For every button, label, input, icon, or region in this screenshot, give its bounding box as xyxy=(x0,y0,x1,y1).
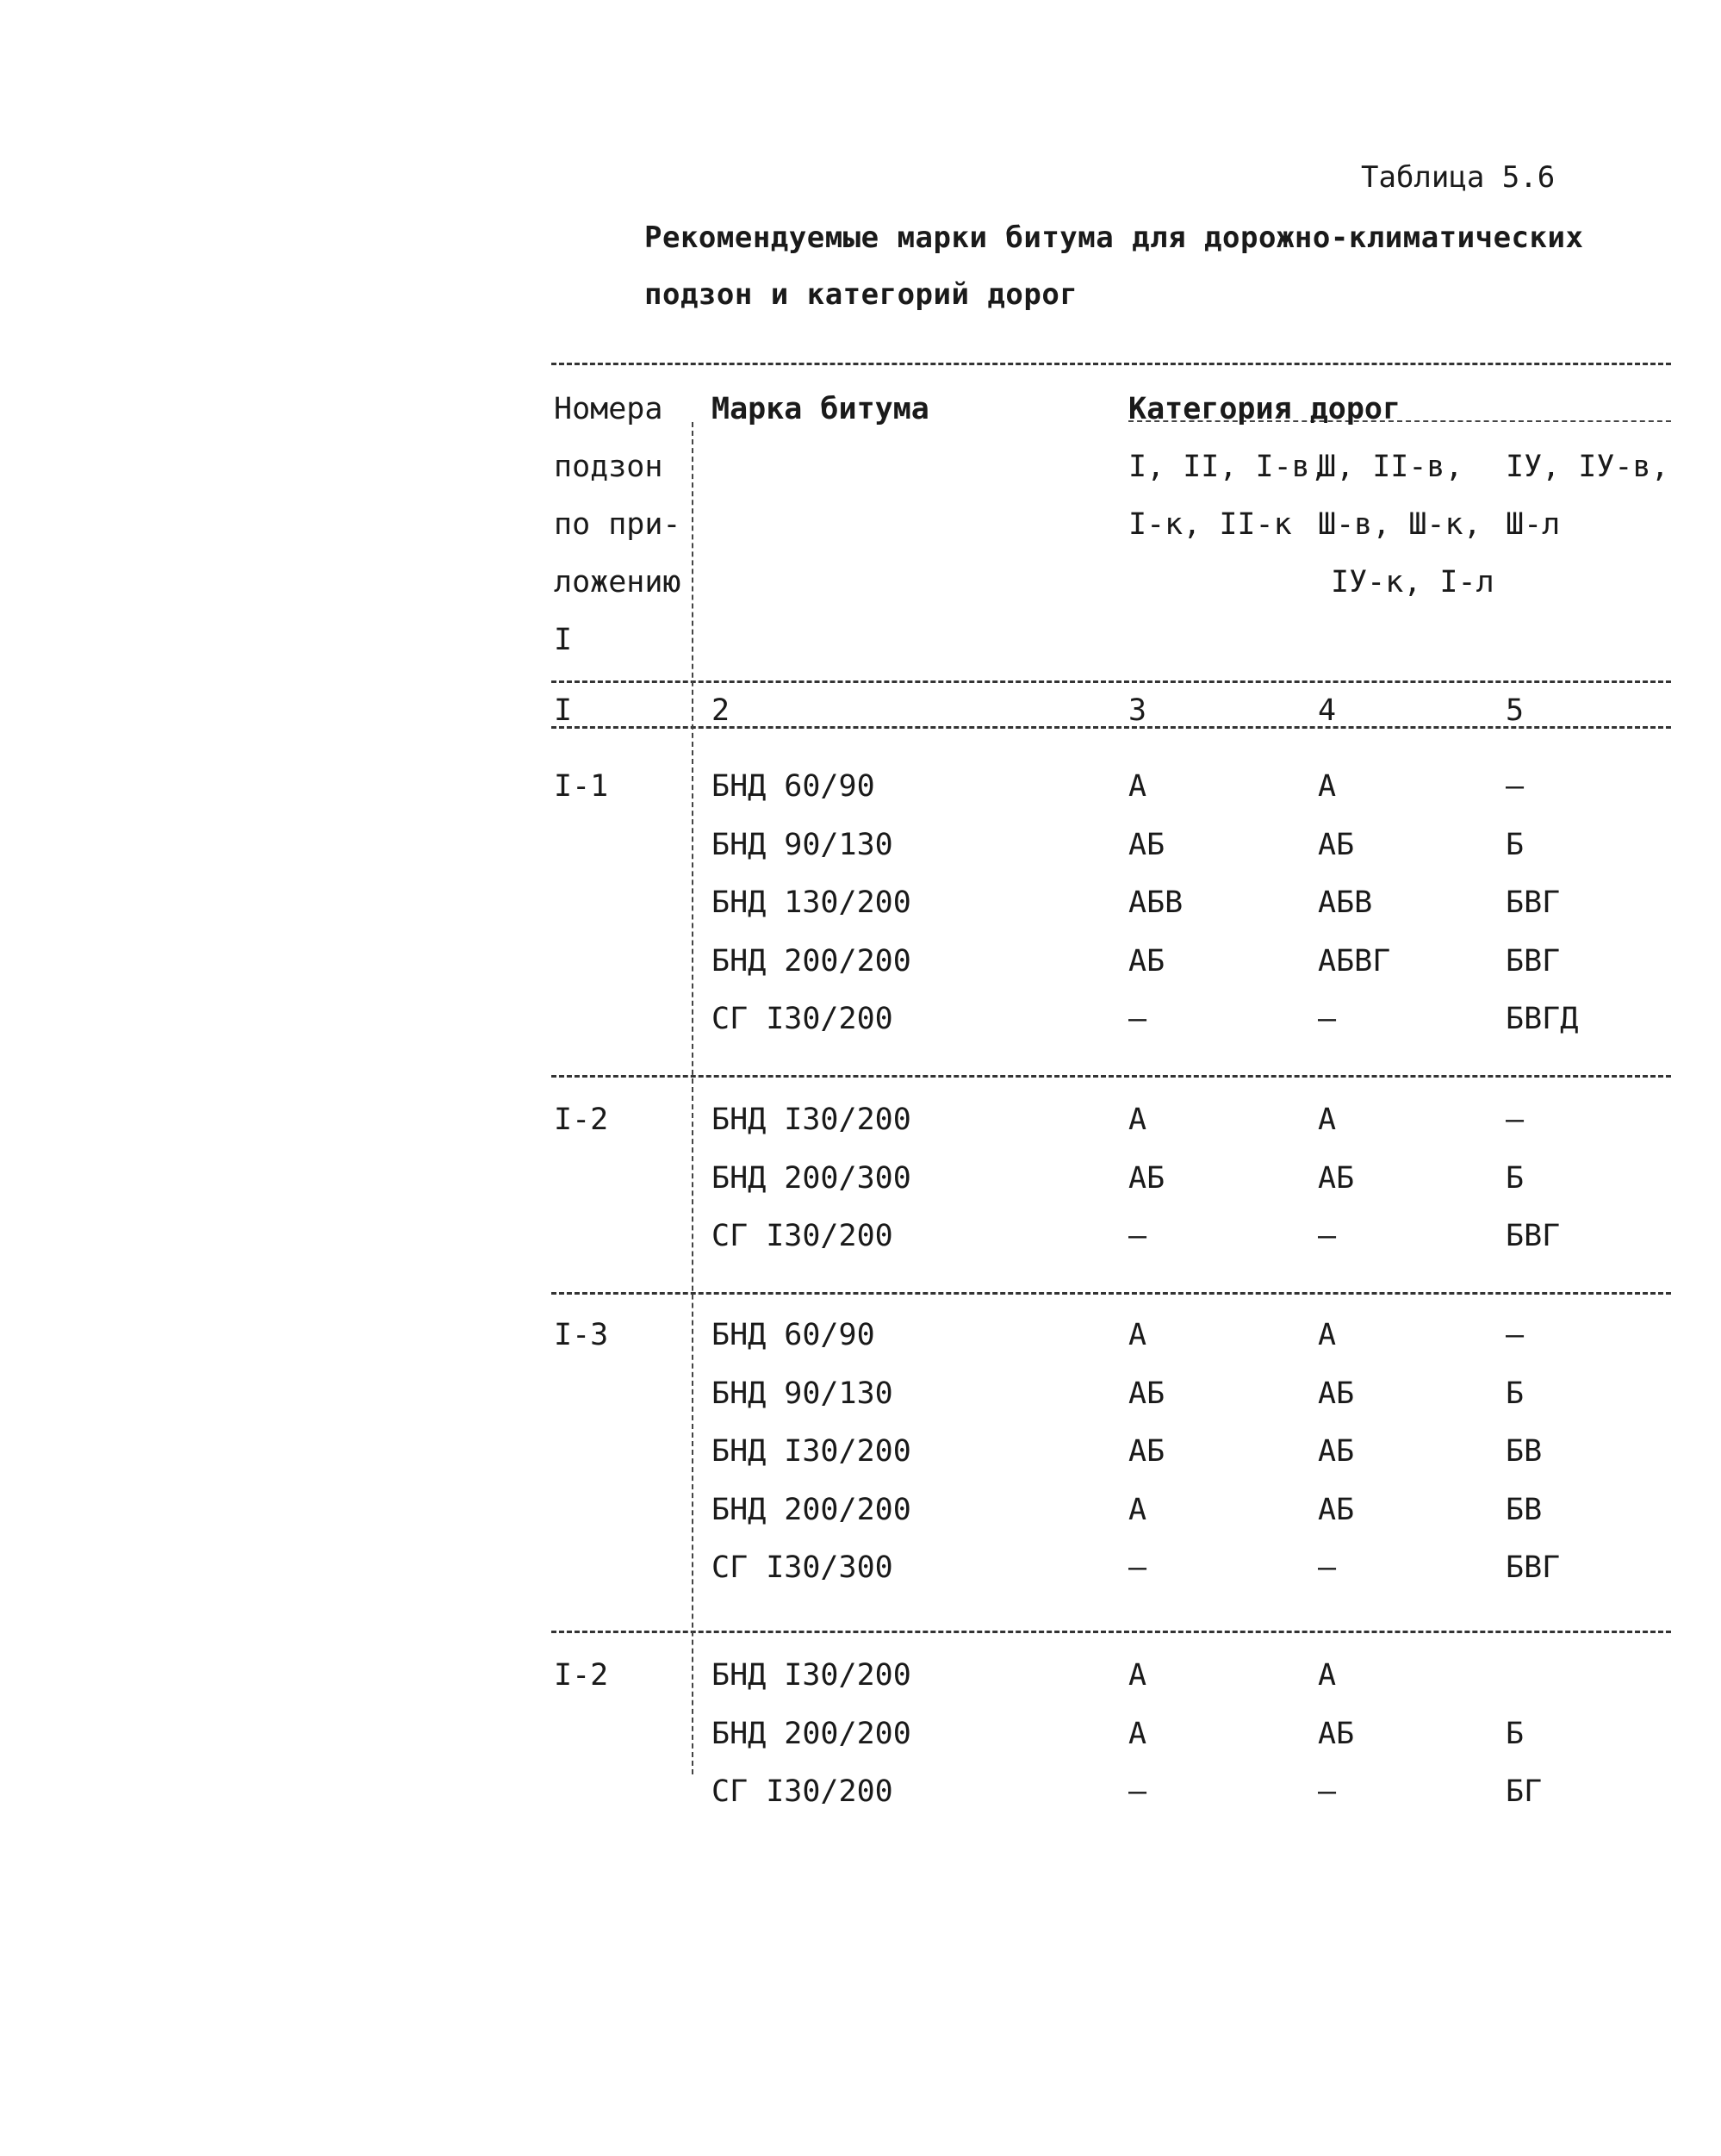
category-col5-cell: БВГД xyxy=(1506,1002,1579,1036)
category-col4-cell: АБ xyxy=(1318,827,1355,862)
group-divider-1 xyxy=(551,1075,1671,1078)
category-col5-cell: БВ xyxy=(1506,1434,1543,1469)
category-col5-cell: БГ xyxy=(1506,1774,1543,1809)
category-col5-cell: – xyxy=(1506,1103,1525,1137)
category-col3-cell: – xyxy=(1128,1219,1147,1253)
column-number-4: 4 xyxy=(1318,693,1337,728)
bitumen-grade-cell: БНД 200/200 xyxy=(711,943,911,979)
bitumen-grade-cell: БНД 90/130 xyxy=(711,1376,893,1411)
category-col3-cell: А xyxy=(1128,1103,1147,1137)
category-col5-cell: – xyxy=(1506,1318,1525,1352)
category-col3-cell: АБ xyxy=(1128,943,1165,979)
category-col4-cell: АБ xyxy=(1318,1160,1355,1196)
bitumen-grade-cell: СГ I30/300 xyxy=(711,1550,893,1585)
header-zone-line: по при- xyxy=(554,507,681,542)
category-col4-cell: АБ xyxy=(1318,1434,1355,1469)
header-col5-line: IУ, IУ-в, xyxy=(1506,450,1669,484)
bitumen-grade-cell: БНД I30/200 xyxy=(711,1658,911,1693)
table-caption: Таблица 5.6 xyxy=(1361,160,1556,195)
category-col3-cell: А xyxy=(1128,1318,1147,1352)
header-zone-line: подзон xyxy=(554,450,663,484)
category-col4-cell: АБВГ xyxy=(1318,943,1391,979)
category-col4-cell: – xyxy=(1318,1219,1337,1253)
header-bottom-rule xyxy=(551,680,1671,683)
category-col4-cell: АБВ xyxy=(1318,885,1373,920)
header-bitumen-grade: Марка битума xyxy=(711,392,929,426)
category-col5-cell: Б xyxy=(1506,1160,1525,1196)
category-col4-cell: А xyxy=(1318,1658,1337,1693)
header-col4-line: Ш, II-в, xyxy=(1318,450,1463,484)
header-col4-line: IУ-к, I-л xyxy=(1331,565,1494,600)
category-col4-cell: А xyxy=(1318,1318,1337,1352)
header-zone-line: ложению xyxy=(554,565,681,600)
bitumen-grade-cell: БНД I30/200 xyxy=(711,1103,911,1137)
table-title-line-1: Рекомендуемые марки битума для дорожно-климатических xyxy=(644,221,1584,255)
header-zone-line: I xyxy=(554,623,573,657)
column-number-3: 3 xyxy=(1128,693,1147,728)
table-title-line-2: подзон и категорий дорог xyxy=(644,277,1078,312)
category-col4-cell: АБ xyxy=(1318,1716,1355,1751)
header-col3-line: I-к, II-к xyxy=(1128,507,1292,542)
category-col3-cell: А xyxy=(1128,1658,1147,1693)
category-col5-cell: Б xyxy=(1506,1376,1525,1411)
bitumen-grade-cell: БНД 130/200 xyxy=(711,885,911,920)
category-col3-cell: АБ xyxy=(1128,827,1165,862)
zone-number: I-1 xyxy=(554,769,609,804)
column-number-5: 5 xyxy=(1506,693,1525,728)
zone-number: I-2 xyxy=(554,1658,609,1693)
category-col3-cell: – xyxy=(1128,1550,1147,1585)
table-top-rule xyxy=(551,363,1671,365)
column-number-2: 2 xyxy=(711,693,730,728)
bitumen-grade-cell: БНД 200/300 xyxy=(711,1160,911,1196)
bitumen-grade-cell: БНД 200/200 xyxy=(711,1716,911,1751)
bitumen-grade-cell: СГ I30/200 xyxy=(711,1002,893,1036)
bitumen-grade-cell: БНД 90/130 xyxy=(711,827,893,862)
category-col3-cell: А xyxy=(1128,1716,1147,1751)
category-col3-cell: АБВ xyxy=(1128,885,1184,920)
category-col5-cell: БВ xyxy=(1506,1492,1543,1527)
category-col4-cell: – xyxy=(1318,1774,1337,1809)
category-col5-cell: Б xyxy=(1506,1716,1525,1751)
category-col3-cell: А xyxy=(1128,769,1147,804)
bitumen-grade-cell: БНД 60/90 xyxy=(711,769,875,804)
category-col4-cell: АБ xyxy=(1318,1376,1355,1411)
category-col4-cell: А xyxy=(1318,1103,1337,1137)
header-col4-line: Ш-в, Ш-к, xyxy=(1318,507,1482,542)
category-col3-cell: – xyxy=(1128,1774,1147,1809)
header-col5-line: Ш-л xyxy=(1506,507,1561,542)
category-col4-cell: – xyxy=(1318,1002,1337,1036)
header-zone-line: Номера xyxy=(554,392,663,426)
category-col4-cell: – xyxy=(1318,1550,1337,1585)
header-col3-line: I, II, I-в, xyxy=(1128,450,1328,484)
bitumen-grade-cell: СГ I30/200 xyxy=(711,1774,893,1809)
category-col5-cell: БВГ xyxy=(1506,885,1561,920)
bitumen-grade-cell: БНД I30/200 xyxy=(711,1434,911,1469)
category-col3-cell: – xyxy=(1128,1002,1147,1036)
category-col4-cell: А xyxy=(1318,769,1337,804)
bitumen-grade-cell: БНД 60/90 xyxy=(711,1318,875,1352)
column-divider xyxy=(692,422,693,1774)
category-col5-cell: БВГ xyxy=(1506,943,1561,979)
category-col3-cell: АБ xyxy=(1128,1434,1165,1469)
category-col4-cell: АБ xyxy=(1318,1492,1355,1527)
header-road-category: Категория дорог xyxy=(1128,392,1401,426)
category-col5-cell: БВГ xyxy=(1506,1550,1561,1585)
category-col5-cell: Б xyxy=(1506,827,1525,862)
group-divider-3 xyxy=(551,1631,1671,1633)
bitumen-grade-cell: БНД 200/200 xyxy=(711,1492,911,1527)
category-col3-cell: АБ xyxy=(1128,1376,1165,1411)
category-col3-cell: АБ xyxy=(1128,1160,1165,1196)
column-number-1: I xyxy=(554,693,573,728)
bitumen-grade-cell: СГ I30/200 xyxy=(711,1219,893,1253)
category-col5-cell: БВГ xyxy=(1506,1219,1561,1253)
zone-number: I-3 xyxy=(554,1318,609,1352)
category-col3-cell: А xyxy=(1128,1492,1147,1527)
category-col5-cell: – xyxy=(1506,769,1525,804)
group-divider-2 xyxy=(551,1292,1671,1295)
zone-number: I-2 xyxy=(554,1103,609,1137)
